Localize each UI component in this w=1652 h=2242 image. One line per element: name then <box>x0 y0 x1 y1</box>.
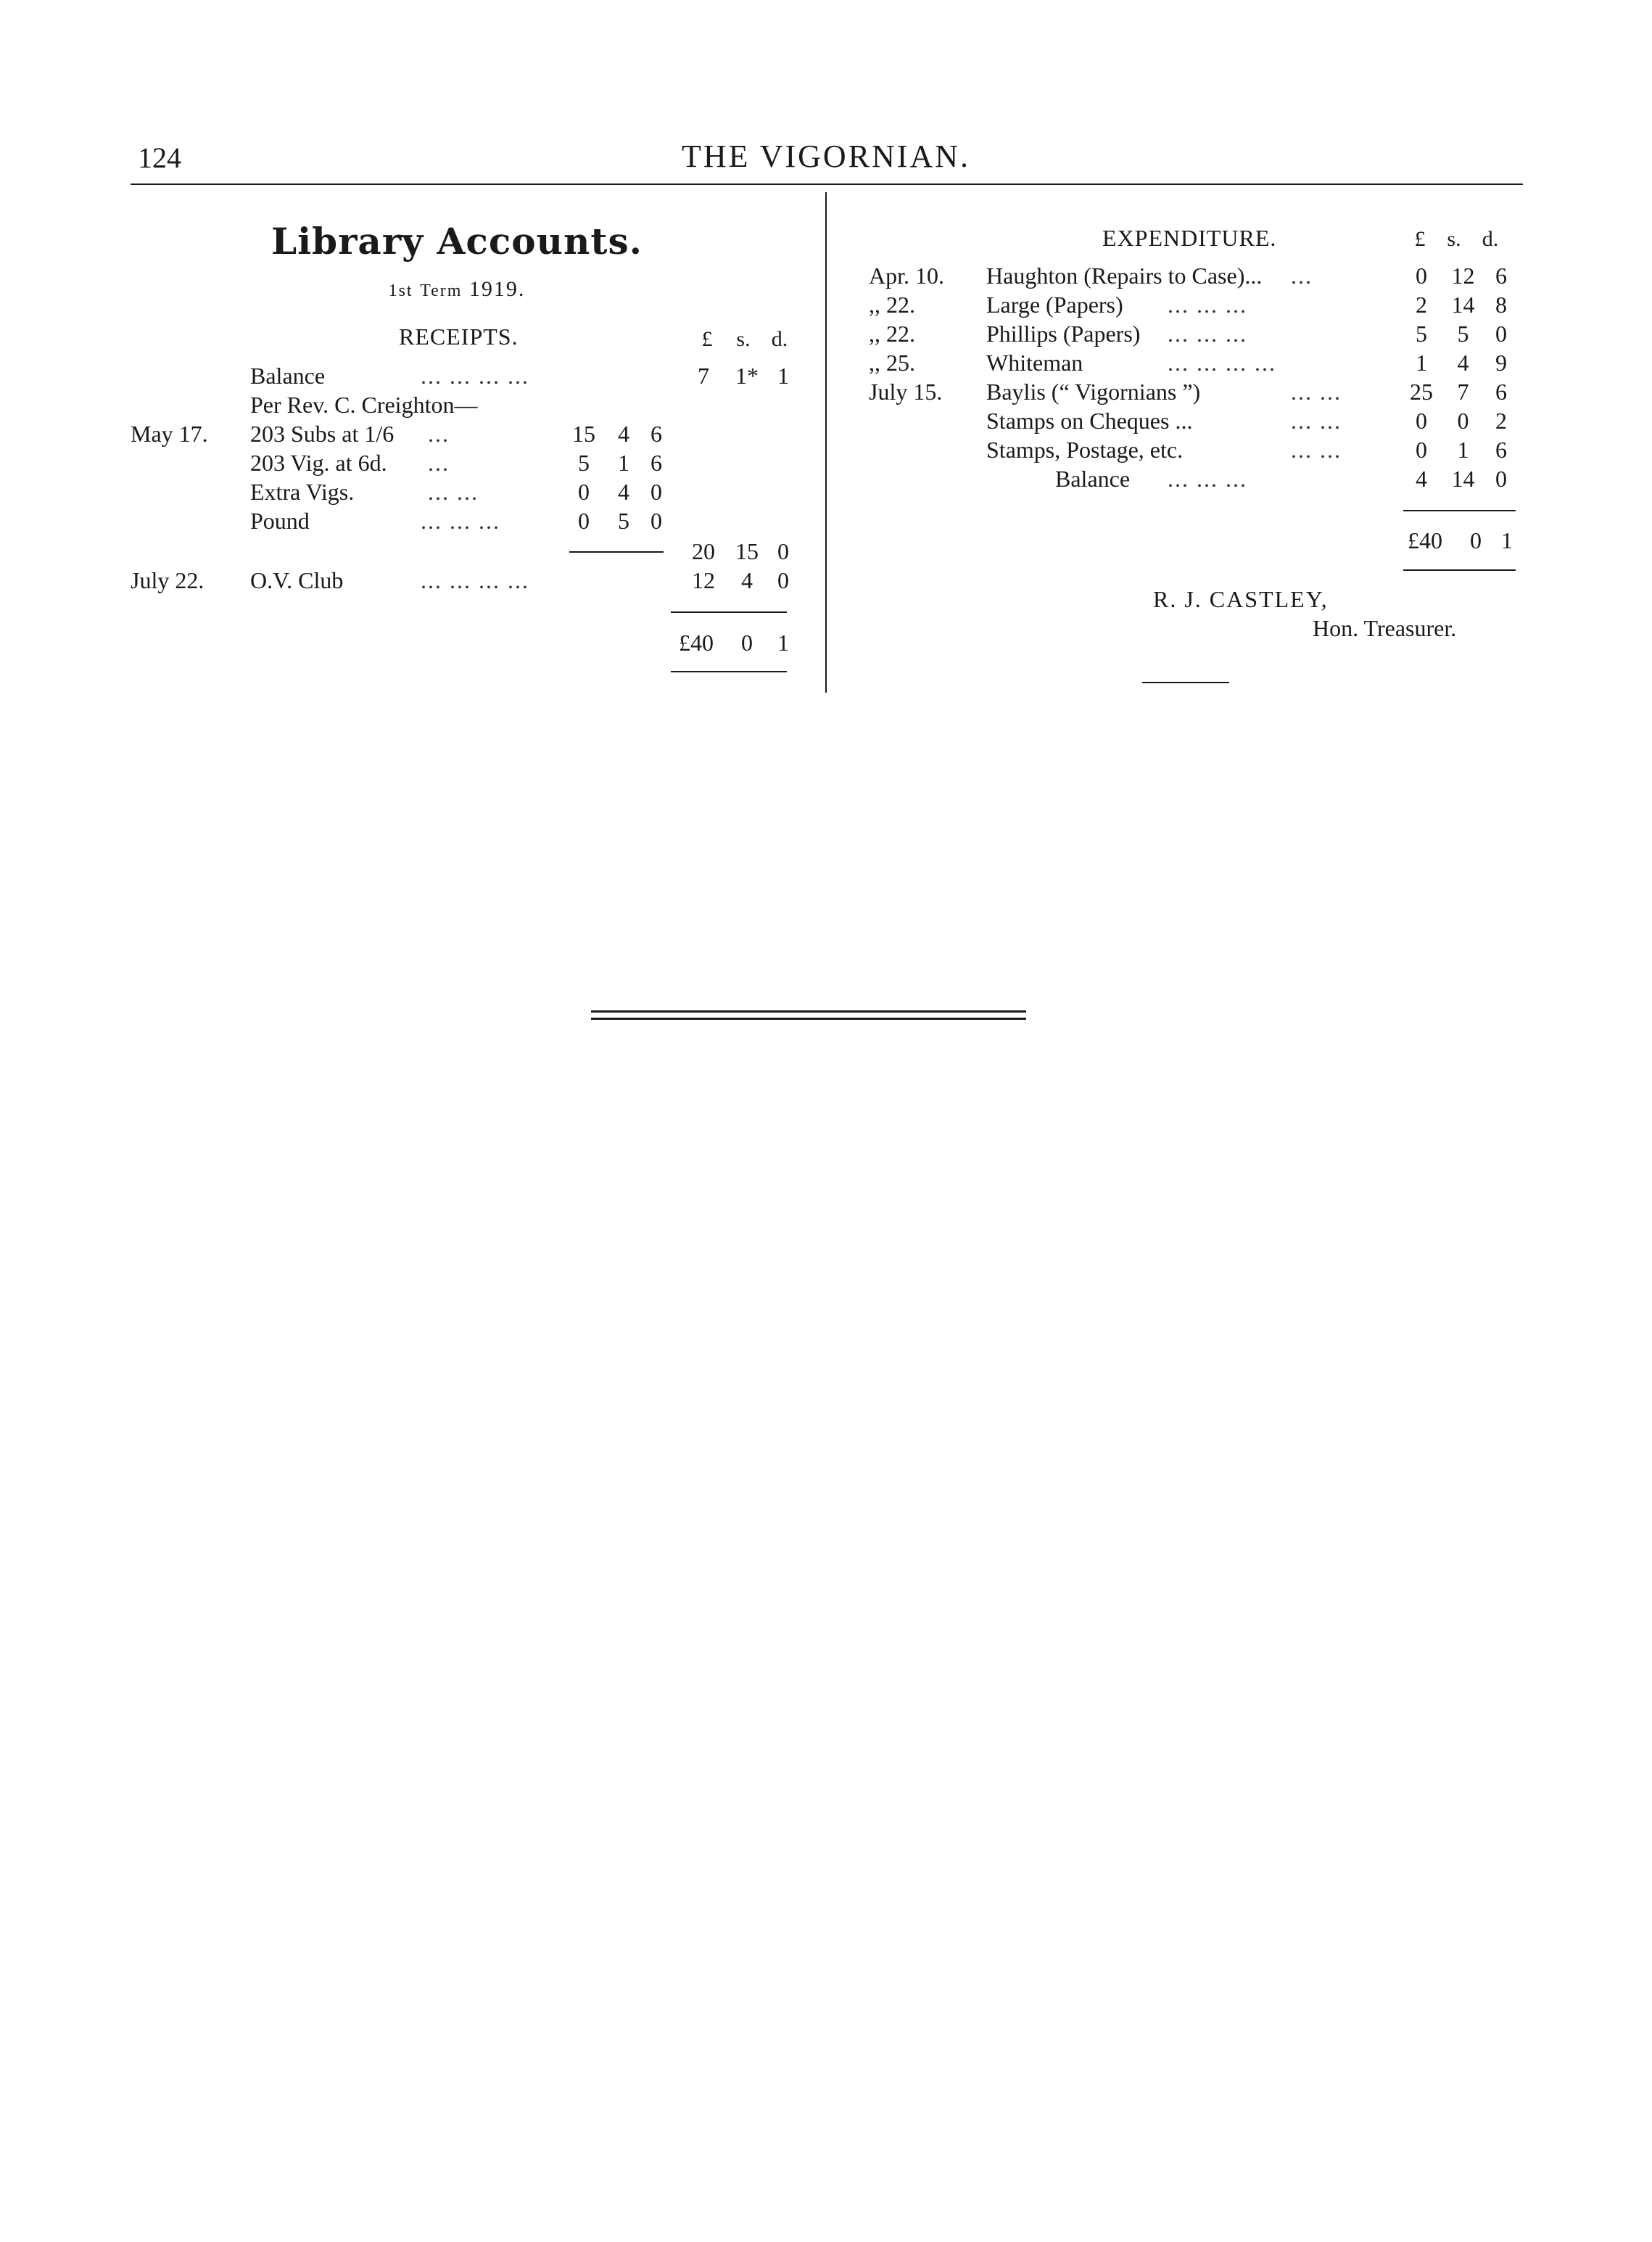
receipt-description: O.V. Club <box>250 567 344 593</box>
expense-shillings: 0 <box>1457 408 1469 434</box>
expenditure-shilling-head: s. <box>1447 227 1461 251</box>
expense-shillings: 1 <box>1457 437 1469 463</box>
receipt-pounds-b <box>682 450 725 479</box>
receipt-leader-dots: ... <box>428 421 450 447</box>
receipt-shillings-b <box>729 421 765 450</box>
receipt-pounds-a <box>562 392 606 421</box>
receipt-shillings-a: 4 <box>618 421 629 447</box>
receipt-description: Pound <box>250 508 310 534</box>
receipts-pound-head: £ <box>701 327 713 351</box>
receipt-description: 203 Vig. at 6d. <box>250 450 387 476</box>
receipt-pounds-b: 12 <box>692 567 715 593</box>
expense-description: Balance <box>1055 466 1131 492</box>
receipt-pence-b <box>769 450 798 479</box>
receipt-shillings-b: 15 <box>735 538 759 564</box>
receipt-pence-a: 6 <box>651 421 662 447</box>
receipt-leader-dots: ... ... <box>428 479 479 505</box>
receipt-pounds-b <box>682 421 725 450</box>
receipt-shillings-b: 4 <box>741 567 753 593</box>
expense-description: Phillips (Papers) <box>986 321 1141 347</box>
expenditure-total-rule-top <box>1403 510 1516 511</box>
receipt-description: Balance <box>250 363 326 389</box>
receipt-pounds-a: 5 <box>578 450 590 476</box>
receipt-pence-b <box>769 392 798 421</box>
receipt-pence-b: 1 <box>777 363 789 389</box>
receipt-pounds-a <box>562 538 606 567</box>
receipt-pounds-a: 15 <box>572 421 595 447</box>
term-line <box>218 277 696 302</box>
receipt-shillings-a: 1 <box>618 450 629 476</box>
expenditure-pound-head: £ <box>1414 227 1426 251</box>
receipt-pence-a: 0 <box>651 508 662 534</box>
expense-description: Baylis (“ Vigornians ”) <box>986 379 1201 405</box>
expense-pence: 9 <box>1495 350 1507 376</box>
term-year: 1919. <box>468 277 526 301</box>
expense-shillings: 12 <box>1451 263 1475 289</box>
receipts-heading: RECEIPTS. <box>399 323 519 350</box>
expense-date: ,, 22. <box>869 321 915 347</box>
expense-pounds: 4 <box>1416 466 1427 492</box>
receipt-shillings-b <box>729 479 765 508</box>
receipt-pounds-b: 7 <box>698 363 709 389</box>
expense-shillings: 14 <box>1451 466 1475 492</box>
expenditure-total-pounds: £40 <box>1408 527 1442 553</box>
receipt-pence-b <box>769 479 798 508</box>
header-rule <box>131 184 1523 185</box>
receipt-pounds-b: 20 <box>692 538 715 564</box>
receipt-pence-a <box>642 538 671 567</box>
expense-pence: 6 <box>1495 263 1507 289</box>
expense-leader-dots: ... ... <box>1291 408 1342 434</box>
expense-leader-dots: ... ... ... <box>1168 466 1247 492</box>
receipt-shillings-b: 1* <box>735 363 759 389</box>
receipt-pence-a: 0 <box>651 479 662 505</box>
end-rule-top <box>591 1010 1026 1013</box>
receipt-leader-dots: ... ... ... ... <box>421 567 529 593</box>
receipt-shillings-b <box>729 450 765 479</box>
expense-date: ,, 25. <box>869 350 915 376</box>
expense-pence: 6 <box>1495 437 1507 463</box>
receipt-shillings-b <box>729 508 765 537</box>
receipt-pounds-b <box>682 508 725 537</box>
expense-shillings: 5 <box>1457 321 1469 347</box>
receipt-pence-b: 0 <box>777 538 789 564</box>
expense-pounds: 1 <box>1416 350 1427 376</box>
expense-pounds: 0 <box>1416 408 1427 434</box>
expense-description: Stamps on Cheques ... <box>986 408 1193 434</box>
receipt-date: May 17. <box>131 421 208 447</box>
expense-date: ,, 22. <box>869 292 915 318</box>
expense-shillings: 7 <box>1457 379 1469 405</box>
receipt-shillings-a <box>609 392 638 421</box>
receipt-pounds-b <box>682 479 725 508</box>
receipt-pence-b <box>769 508 798 537</box>
receipt-shillings-a <box>609 363 638 392</box>
expense-leader-dots: ... ... ... <box>1168 321 1247 347</box>
expenditure-heading: EXPENDITURE. <box>1102 225 1277 251</box>
receipt-pounds-a: 0 <box>578 479 590 505</box>
expenditure-total-shillings: 0 <box>1470 527 1482 553</box>
running-title: THE VIGORNIAN. <box>681 139 971 174</box>
expense-pounds: 0 <box>1416 437 1427 463</box>
signature-rule <box>1142 682 1229 683</box>
receipt-pounds-b <box>682 392 725 421</box>
receipt-pence-a <box>642 363 671 392</box>
expense-description: Whiteman <box>986 350 1083 376</box>
receipt-shillings-a <box>609 538 638 567</box>
expense-pence: 6 <box>1495 379 1507 405</box>
expense-shillings: 4 <box>1457 350 1469 376</box>
receipt-date: July 22. <box>131 567 205 593</box>
expense-description: Stamps, Postage, etc. <box>986 437 1184 463</box>
expense-pence: 8 <box>1495 292 1507 318</box>
expense-pence: 0 <box>1495 466 1507 492</box>
expense-leader-dots: ... ... <box>1291 437 1342 463</box>
expenditure-total-pence: 1 <box>1501 527 1513 553</box>
expense-description: Large (Papers) <box>986 292 1123 318</box>
term-word: Term <box>420 281 463 300</box>
treasurer-title: Hon. Treasurer. <box>1313 615 1457 641</box>
receipt-shillings-a <box>609 567 638 596</box>
expense-date: July 15. <box>869 379 943 405</box>
receipt-pence-a <box>642 567 671 596</box>
expense-pounds: 2 <box>1416 292 1427 318</box>
receipts-total-rule-bottom <box>671 671 787 672</box>
receipts-shilling-head: s. <box>736 327 751 351</box>
expense-shillings: 14 <box>1451 292 1475 318</box>
receipt-shillings-a: 4 <box>618 479 629 505</box>
expense-pounds: 25 <box>1410 379 1433 405</box>
expense-pence: 0 <box>1495 321 1507 347</box>
receipt-pounds-a <box>562 567 606 596</box>
receipt-shillings-b <box>729 392 765 421</box>
end-rule-bottom <box>591 1018 1026 1020</box>
term-prefix: 1st <box>388 281 413 300</box>
expense-date: Apr. 10. <box>869 263 944 289</box>
receipt-leader-dots: ... <box>428 450 450 476</box>
expense-pounds: 0 <box>1416 263 1427 289</box>
expense-pence: 2 <box>1495 408 1507 434</box>
receipts-pence-head: d. <box>771 327 788 351</box>
receipt-pence-a <box>642 392 671 421</box>
expenditure-total-rule-bottom <box>1403 569 1516 571</box>
expenditure-pence-head: d. <box>1482 227 1499 251</box>
receipt-description: Extra Vigs. <box>250 479 355 505</box>
receipt-shillings-a: 5 <box>618 508 629 534</box>
receipts-total-shillings: 0 <box>741 630 753 656</box>
receipt-pence-b <box>769 421 798 450</box>
section-title: Library Accounts. <box>270 220 643 263</box>
receipts-total-rule-top <box>671 611 787 613</box>
expense-pounds: 5 <box>1416 321 1427 347</box>
subtotal-rule <box>569 551 664 553</box>
receipt-leader-dots: ... ... ... ... <box>421 363 529 389</box>
page-number: 124 <box>138 141 181 174</box>
receipt-description: Per Rev. C. Creighton— <box>250 392 478 418</box>
receipt-pounds-a: 0 <box>578 508 590 534</box>
receipt-pence-b: 0 <box>777 567 789 593</box>
receipt-leader-dots: ... ... ... <box>421 508 500 534</box>
expense-leader-dots: ... ... ... <box>1168 292 1247 318</box>
treasurer-name: R. J. CASTLEY, <box>1153 586 1329 612</box>
receipt-pounds-a <box>562 363 606 392</box>
receipts-total-pence: 1 <box>777 630 789 656</box>
receipt-description: 203 Subs at 1/6 <box>250 421 395 447</box>
expense-leader-dots: ... ... <box>1291 379 1342 405</box>
expense-leader-dots: ... <box>1291 263 1313 289</box>
column-divider <box>825 192 827 693</box>
expense-description: Haughton (Repairs to Case)... <box>986 263 1263 289</box>
expense-leader-dots: ... ... ... ... <box>1168 350 1276 376</box>
receipts-total-pounds: £40 <box>679 630 714 656</box>
receipt-pence-a: 6 <box>651 450 662 476</box>
